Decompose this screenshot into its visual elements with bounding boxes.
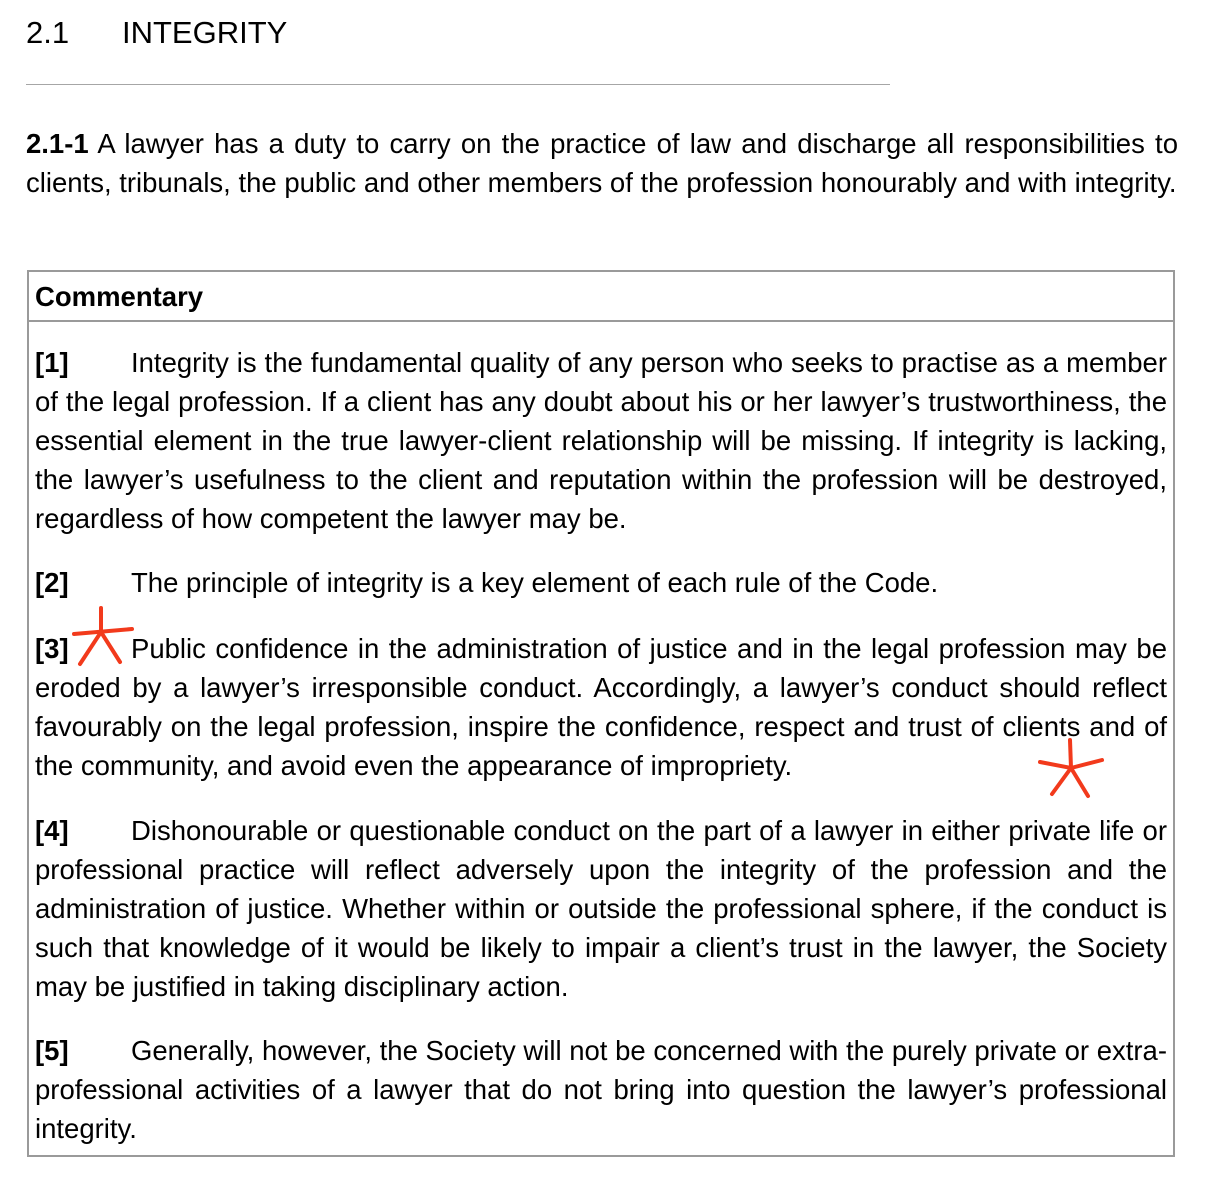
paragraph-text: Public confidence in the administration of justice and in the legal profession may be eroded by a lawyer’s irresponsible conduct. Accordingly, a lawyer’s conduct should reflect favourably on the legal profession, inspire the confidence, respect and trust of clients and of the community, and avoid even the appearance of impropriety. — [35, 633, 1167, 781]
paragraph-text: The principle of integrity is a key element of each rule of the Code. — [131, 567, 939, 598]
paragraph-number: [3] — [35, 633, 69, 664]
commentary-header: Commentary — [29, 272, 1173, 322]
commentary-paragraph-5 — [35, 1031, 1167, 1148]
commentary-paragraph-1 — [35, 343, 1167, 538]
rule-2-1-1 — [26, 124, 1178, 202]
paragraph-number: [5] — [35, 1035, 69, 1066]
paragraph-number: [2] — [35, 567, 69, 598]
rule-number: 2.1-1 — [26, 128, 89, 159]
section-title: INTEGRITY — [122, 15, 288, 50]
paragraph-text: Generally, however, the Society will not be concerned with the purely private or extra-professional activities of a lawyer that do not bring into question the lawyer’s professional integrity. — [35, 1035, 1167, 1144]
rule-body: A lawyer has a duty to carry on the practice of law and discharge all responsibilities to clients, tribunals, the public and other members of the profession honourably and with integrity. — [26, 128, 1178, 198]
commentary-paragraph-2 — [35, 563, 1167, 602]
paragraph-number: [1] — [35, 347, 69, 378]
annotation-star-icon-1 — [70, 602, 136, 668]
section-number: 2.1 — [26, 15, 70, 50]
annotation-star-icon-2 — [1036, 736, 1106, 802]
section-heading — [26, 14, 287, 52]
paragraph-text: Dishonourable or questionable conduct on the part of a lawyer in either private life or professional practice will reflect adversely upon the integrity of the profession and the administration of justice. Whether within or outside the professional sphere, if the conduct is such that knowledge of it would be likely to impair a client’s trust in the lawyer, the Society may be justified in taking disciplinary action. — [35, 815, 1167, 1002]
commentary-paragraph-4 — [35, 811, 1167, 1006]
paragraph-number: [4] — [35, 815, 69, 846]
paragraph-text: Integrity is the fundamental quality of any person who seeks to practise as a member of the legal profession. If a client has any doubt about his or her lawyer’s trustworthiness, the essential element in the true lawyer-client relationship will be missing. If integrity is lacking, the lawyer’s usefulness to the client and reputation within the profession will be destroyed, regardless of how competent the lawyer may be. — [35, 347, 1167, 534]
heading-divider — [26, 84, 890, 85]
commentary-paragraph-3 — [35, 629, 1167, 785]
